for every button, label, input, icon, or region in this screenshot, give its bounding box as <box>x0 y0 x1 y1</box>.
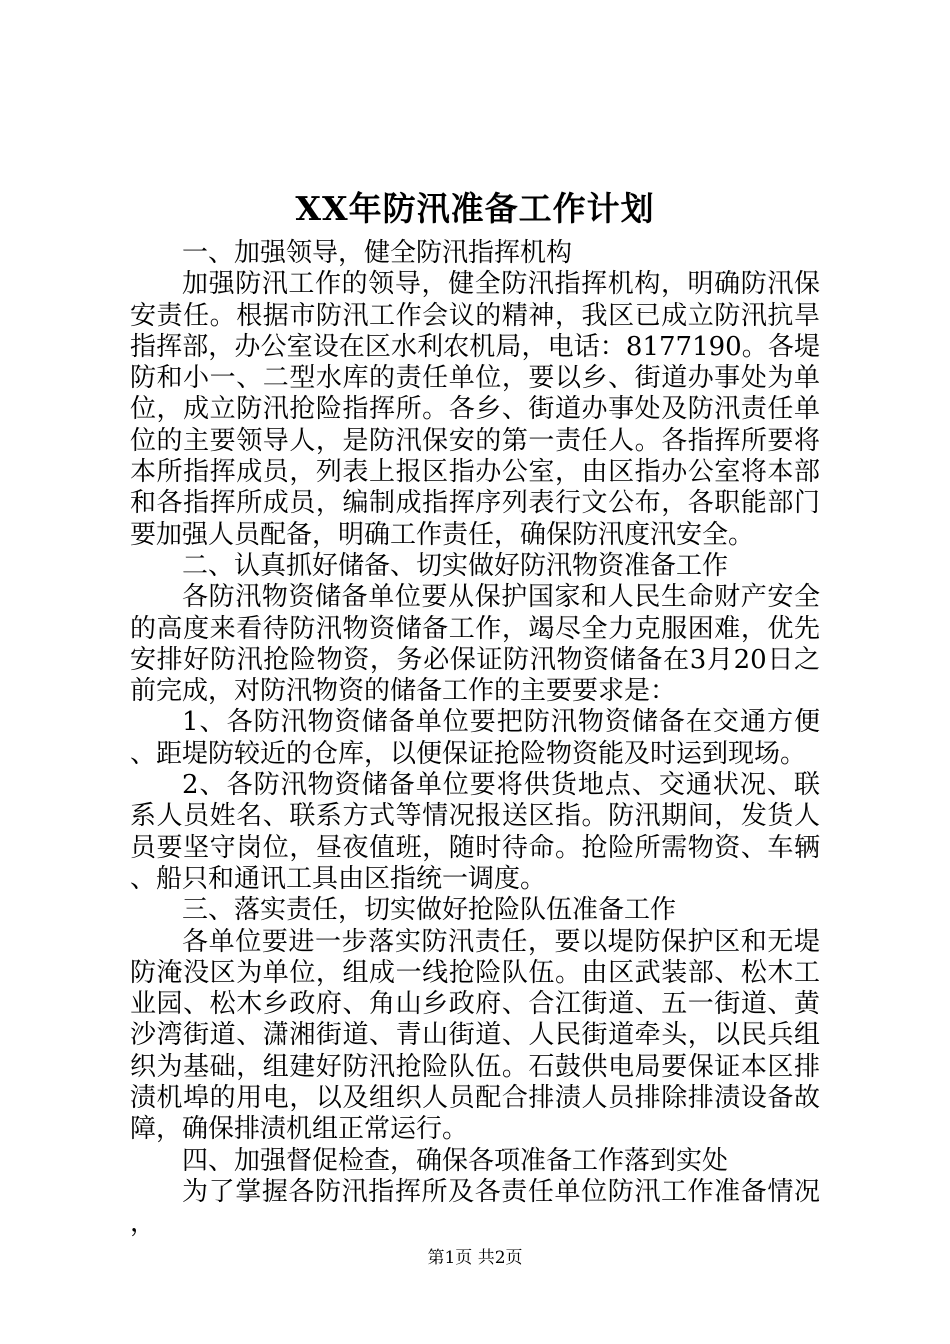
page-number-footer: 第1页 共2页 <box>427 1248 523 1268</box>
page-title: XX年防汛准备工作计划 <box>295 189 655 228</box>
paragraph: 各防汛物资储备单位要从保护国家和人民生命财产安全的高度来看待防汛物资储备工作，竭尽全力克服困难，优先安排好防汛抢险物资，务必保证防汛物资储备在3月20日之前完成，对防汛物资的储备工作的主要要求是： <box>130 582 820 707</box>
paragraph: 加强防汛工作的领导，健全防汛指挥机构，明确防汛保安责任。根据市防汛工作会议的精神，我区已成立防汛抗旱指挥部，办公室设在区水利农机局，电话：8177190。各堤防和小一、二型水库的责任单位，要以乡、街道办事处为单位，成立防汛抢险指挥所。各乡、街道办事处及防汛责任单位的主要领导人，是防汛保安的第一责任人。各指挥所要将本所指挥成员，列表上报区指办公室，由区指办公室将本部和各指挥所成员，编制成指挥序列表行文公布，各职能部门要加强人员配备，明确工作责任，确保防汛度汛安全。 <box>130 269 820 550</box>
paragraph: 为了掌握各防汛指挥所及各责任单位防汛工作准备情况， <box>130 1176 820 1239</box>
section-heading-4: 四、加强督促检查，确保各项准备工作落到实处 <box>182 1145 729 1176</box>
section-heading-3: 三、落实责任，切实做好抢险队伍准备工作 <box>182 895 677 926</box>
document-body <box>130 238 820 1240</box>
paragraph: 各单位要进一步落实防汛责任，要以堤防保护区和无堤防淹没区为单位，组成一线抢险队伍。由区武装部、松木工业园、松木乡政府、角山乡政府、合江街道、五一街道、黄沙湾街道、潇湘街道、青山街道、人民街道牵头，以民兵组织为基础，组建好防汛抢险队伍。石鼓供电局要保证本区排渍机埠的用电，以及组织人员配合排渍人员排除排渍设备故障，确保排渍机组正常运行。 <box>130 926 820 1145</box>
list-item: 2、各防汛物资储备单位要将供货地点、交通状况、联系人员姓名、联系方式等情况报送区指。防汛期间，发货人员要坚守岗位，昼夜值班，随时待命。抢险所需物资、车辆、船只和通讯工具由区指统一调度。 <box>130 770 820 894</box>
section-heading-2: 二、认真抓好储备、切实做好防汛物资准备工作 <box>182 550 729 581</box>
section-heading-1: 一、加强领导，健全防汛指挥机构 <box>182 238 573 268</box>
list-item: 1、各防汛物资储备单位要把防汛物资储备在交通方便、距堤防较近的仓库，以便保证抢险物资能及时运到现场。 <box>130 707 820 769</box>
